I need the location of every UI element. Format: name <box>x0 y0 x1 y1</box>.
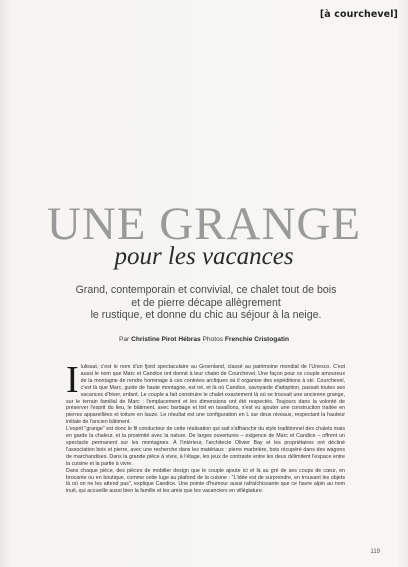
credits-author: Christine Pirot Hébras <box>131 336 201 343</box>
article-title: UNE GRANGE <box>46 198 362 250</box>
intro-line-1: Grand, contemporain et convivial, ce chalet tout de bois <box>75 284 337 296</box>
body-paragraph: L'esprit "grange" est donc le fil conducteur de cette réalisation qui sait s'affranchir du style traditionnel des chalets mais en garde la chaleur, et la proximité avec la nature. De larges ouvertures – exigence de Marc et Candice – offrent un spectacle permanent sur les montagnes. À l'intérieur, l'architecte Olivier Bay et les propriétaires ont décliné l'association bois et pierre, avec une recherche dans les matériaux : pierre marbrière, bois récupéré dans des wagons de marchandises. Dans la grande pièce à vivre, à l'étage, les jeux de contraste entre les deux délimitent l'espace entre la cuisine et la partie à vivre. <box>66 426 345 467</box>
credits-photos: Photos <box>202 336 224 343</box>
drop-cap: I <box>66 359 79 401</box>
body-paragraph <box>66 359 345 426</box>
credits-par: Par <box>118 336 130 343</box>
body-paragraph: Dans chaque pièce, des pièces de mobilier design que le couple ajoute ici et là au gré de ses coups de cœur, en brocante ou en boutique, comme cette luge au plafond de la cuisine : "L'idée est de surprendre, en trouvant les objets là où on ne les attend pas", explique Candice. Une pointe d'humour aussi rafraîchissante que ce havre alpin au nom inuit, qui accueille aussi bien la famille et les amis que les vacanciers en villégiature. <box>66 467 345 495</box>
article-credits <box>0 336 408 343</box>
intro-line-2: et de pierre décape allègrement <box>131 296 281 309</box>
credits-photographer: Frenchie Cristogatin <box>224 336 290 343</box>
article-intro <box>62 284 350 322</box>
paragraph-text: lulissat, c'est le nom d'un fjord spectaculaire au Groenland, classé au patrimoine mondial de l'Unesco. C'est aussi le nom que Marc et Candice ont donné à leur chalet de Courchevel. Une façon pour ce couple amoureux de la montagne de rendre hommage à ces contrées arctiques où il organise des expéditions à ski. Courchevel, c'est là que Marc, guide de haute montagne, est né, et là où Candice, savoyarde d'adoption, passait toutes ses vacances d'hiver, enfant. Le couple a fait construire le chalet exactement là où se trouvait une ancienne grange, sur le terrain familial de Marc : l'emplacement et les dimensions ont été respectés. Toujours dans la volonté de préserver l'esprit du lieu, le bâtiment, avec bardage et toit en tavaillons, s'est vu ajouter une construction traitée en pierres appareillées et toiture en lauze. Le résultat est une configuration en L sur deux niveaux, respectant la hauteur initiale de l'ancien bâtiment. <box>66 364 345 426</box>
page-number: 119 <box>370 549 380 555</box>
section-tag: [à courchevel] <box>319 9 398 20</box>
article-subtitle: pour les vacances <box>114 243 294 270</box>
article-body <box>66 359 345 495</box>
intro-line-3: le rustique, et donne du chic au séjour à la neige. <box>90 309 322 322</box>
